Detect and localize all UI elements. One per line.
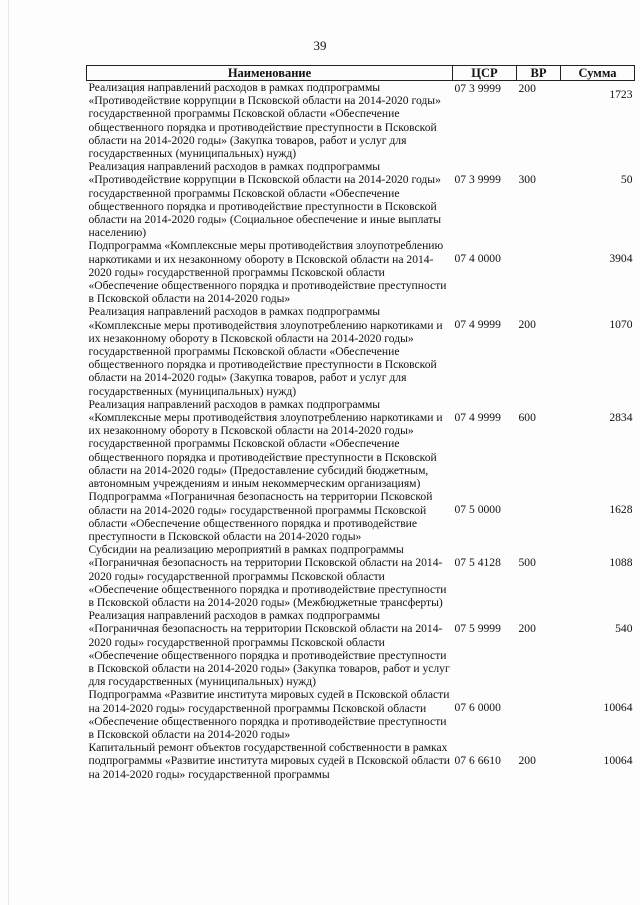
row-csr-cell [453, 543, 517, 609]
row-name: Капитальный ремонт объектов государственной собственности в рамках подпрограммы «Развитие института мировых судей в Псковской области на 2014-2020 годы» государственной программы [88, 741, 450, 781]
row-csr: 07 5 4128 [454, 556, 501, 570]
row-name: Реализация направлений расходов в рамках подпрограммы «Комплексные меры противодействия злоупотреблению наркотиками и их незаконному обороту в Псковской области на 2014-2020 годы» государственной программы Псковской области «Обеспечение общественного порядка и противодействие преступности в Псковской области на 2014-2020 годы» (Закупка товаров, работ и услуг для государственных (муниципальных) нужд) [88, 305, 443, 398]
row-vr: 200 [518, 82, 536, 95]
table-row [87, 239, 635, 305]
row-name: Подпрограмма «Комплексные меры противодействия злоупотреблению наркотиками и их незаконному обороту в Псковской области на 2014-2020 годы» государственной программы Псковской области «Обеспечение общественного порядка и противодействие преступности в Псковской области на 2014-2020 годы» [88, 239, 447, 306]
row-csr-cell [453, 688, 517, 741]
table-header-row [87, 66, 635, 81]
row-vr-cell [517, 543, 561, 609]
row-vr-cell [517, 741, 561, 781]
row-sum: 540 [615, 622, 633, 636]
row-sum: 1628 [609, 503, 633, 517]
header-name: Наименование [87, 66, 453, 81]
row-csr: 07 5 0000 [454, 503, 501, 517]
row-csr-cell [453, 81, 517, 161]
page-number: 39 [313, 38, 327, 53]
table-row [87, 81, 635, 161]
row-vr-cell [517, 81, 561, 161]
row-csr-cell [453, 160, 517, 239]
row-csr: 07 5 9999 [454, 622, 501, 636]
row-vr: 200 [518, 754, 536, 768]
header-vr: ВР [517, 66, 561, 81]
row-sum-cell [561, 609, 635, 688]
row-vr-cell [517, 305, 561, 397]
row-sum-cell [561, 688, 635, 741]
row-name: Реализация направлений расходов в рамках подпрограммы «Противодействие коррупции в Псковской области на 2014-2020 годы» государственной программы Псковской области «Обеспечение общественного порядка и противодействие преступности в Псковской области на 2014-2020 годы» (Закупка товаров, работ и услуг для государственных (муниципальных) нужд) [88, 81, 441, 161]
row-name: Реализация направлений расходов в рамках подпрограммы «Пограничная безопасность на территории Псковской области на 2014-2020 годы» государственной программы Псковской области «Обеспечение общественного порядка и противодействие преступности в Псковской области на 2014-2020 годы» (Закупка товаров, работ и услуг для государственных (муниципальных) нужд) [88, 609, 450, 689]
row-csr: 07 3 9999 [454, 82, 501, 95]
row-sum: 10064 [603, 701, 633, 715]
row-vr: 600 [518, 410, 536, 424]
row-csr: 07 4 9999 [454, 410, 501, 424]
row-sum: 1070 [609, 318, 633, 332]
row-sum-cell [561, 239, 635, 305]
row-vr-cell [517, 609, 561, 688]
row-sum: 3904 [609, 252, 633, 266]
table-row [87, 305, 635, 397]
row-sum-cell [561, 543, 635, 609]
scan-edge-line [8, 0, 9, 905]
row-csr-cell [453, 490, 517, 543]
row-vr: 300 [518, 173, 536, 187]
row-sum-cell [561, 81, 635, 161]
table-body [87, 81, 635, 781]
row-vr-cell [517, 160, 561, 239]
row-csr: 07 4 9999 [454, 318, 501, 332]
row-name: Субсидии на реализацию мероприятий в рамках подпрограммы «Пограничная безопасность на территории Псковской области на 2014-2020 годы» государственной программы Псковской области «Обеспечение общественного порядка и противодействие преступности в Псковской области на 2014-2020 годы» (Межбюджетные трансферты) [88, 543, 447, 609]
row-vr: 500 [518, 556, 536, 570]
row-sum: 1088 [609, 556, 633, 570]
row-sum-cell [561, 490, 635, 543]
row-csr: 07 6 6610 [454, 754, 501, 768]
row-vr: 200 [518, 622, 536, 636]
header-sum: Сумма [561, 66, 635, 81]
row-name: Подпрограмма «Развитие института мировых судей в Псковской области на 2014-2020 годы» государственной программы Псковской области «Обеспечение общественного порядка и противодействие преступности в Псковской области на 2014-2020 годы» [88, 688, 450, 741]
row-csr-cell [453, 741, 517, 781]
row-name: Подпрограмма «Пограничная безопасность на территории Псковской области на 2014-2020 годы» государственной программы Псковской области «Обеспечение общественного порядка и противодействие преступности в Псковской области на 2014-2020 годы» [88, 490, 433, 543]
row-name: Реализация направлений расходов в рамках подпрограммы «Противодействие коррупции в Псковской области на 2014-2020 годы» государственной программы Псковской области «Обеспечение общественного порядка и противодействие преступности в Псковской области на 2014-2020 годы» (Социальное обеспечение и иные выплаты населению) [88, 160, 442, 240]
table-row [87, 688, 635, 741]
table-row [87, 398, 635, 490]
row-vr-cell [517, 688, 561, 741]
row-name: Реализация направлений расходов в рамках подпрограммы «Комплексные меры противодействия злоупотреблению наркотиками и их незаконному обороту в Псковской области на 2014-2020 годы» государственной программы Псковской области «Обеспечение общественного порядка и противодействие преступности в Псковской области на 2014-2020 годы» (Предоставление субсидий бюджетным, автономным учреждениям и иным некоммерческим организациям) [88, 397, 443, 491]
row-vr-cell [517, 398, 561, 490]
row-csr-cell [453, 609, 517, 688]
row-vr: 200 [518, 318, 536, 332]
row-vr-cell [517, 239, 561, 305]
table-row [87, 543, 635, 609]
row-sum-cell [561, 160, 635, 239]
table-row [87, 160, 635, 239]
table-row [87, 741, 635, 781]
row-sum-cell [561, 398, 635, 490]
row-csr-cell [453, 398, 517, 490]
row-sum-cell [561, 305, 635, 397]
row-vr-cell [517, 490, 561, 543]
row-csr-cell [453, 305, 517, 397]
row-sum: 10064 [603, 754, 633, 768]
row-csr: 07 6 0000 [454, 701, 501, 715]
row-sum: 50 [620, 173, 633, 187]
header-csr: ЦСР [453, 66, 517, 81]
row-sum: 2834 [609, 410, 633, 424]
row-csr-cell [453, 239, 517, 305]
row-csr: 07 4 0000 [454, 252, 501, 266]
row-sum: 1723 [609, 88, 633, 101]
table-row [87, 490, 635, 543]
row-sum-cell [561, 741, 635, 781]
budget-table [86, 65, 635, 781]
row-csr: 07 3 9999 [454, 173, 501, 187]
table-row [87, 609, 635, 688]
